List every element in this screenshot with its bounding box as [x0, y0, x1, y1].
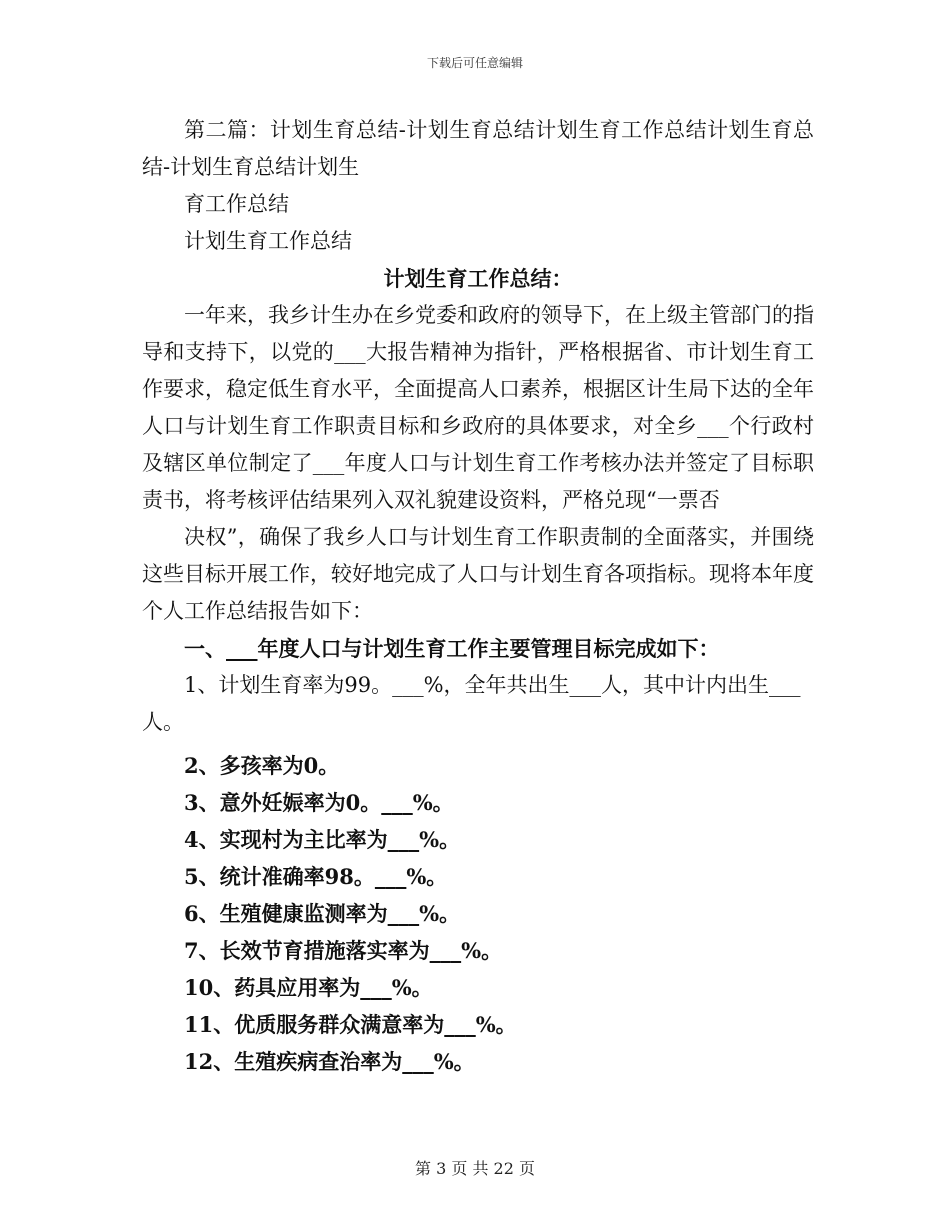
section-heading: 计划生育工作总结： — [383, 266, 573, 291]
list-item: 5、统计准确率98。___%。 — [184, 864, 448, 889]
list-item: 1、计划生育率为99。___%，全年共出生___人，其中计内出生___人。 — [142, 673, 801, 734]
page-footer: 第 3 页 共 22 页 — [415, 1159, 535, 1178]
list-item: 7、长效节育措施落实率为___%。 — [184, 938, 503, 963]
list-item: 3、意外妊娠率为0。___%。 — [184, 790, 454, 815]
list-item: 11、优质服务群众满意率为___%。 — [184, 1012, 517, 1037]
list-item: 12、生殖疾病查治率为___%。 — [184, 1049, 475, 1074]
list-item: 4、实现村为主比率为___%。 — [184, 827, 461, 852]
list-item: 10、药具应用率为___%。 — [184, 975, 433, 1000]
subtitle: 计划生育工作总结 — [184, 229, 352, 253]
list-item: 6、生殖健康监测率为___%。 — [184, 901, 461, 926]
title-continuation: 育工作总结 — [184, 192, 289, 216]
document-body — [142, 112, 814, 1080]
title-line: 第二篇：计划生育总结-计划生育总结计划生育工作总结计划生育总结-计划生育总结计划生 — [142, 118, 814, 179]
paragraph-1: 一年来，我乡计生办在乡党委和政府的领导下，在上级主管部门的指导和支持下，以党的___大报告精神为指针，严格根据省、市计划生育工作要求，稳定低生育水平，全面提高人口素养，根据区计生局下达的全年人口与计划生育工作职责目标和乡政府的具体要求，对全乡___个行政村及辖区单位制定了___年度人口与计划生育工作考核办法并签定了目标职责书，将考核评估结果列入双礼貌建设资料，严格兑现“一票否 — [142, 303, 814, 512]
list-item: 2、多孩率为0。 — [184, 753, 340, 778]
page-header: 下载后可任意编辑 — [426, 56, 523, 70]
section-1-heading: 一、___年度人口与计划生育工作主要管理目标完成如下： — [184, 636, 720, 661]
paragraph-2: 决权”，确保了我乡人口与计划生育工作职责制的全面落实，并围绕这些目标开展工作，较好地完成了人口与计划生育各项指标。现将本年度个人工作总结报告如下： — [142, 525, 814, 623]
